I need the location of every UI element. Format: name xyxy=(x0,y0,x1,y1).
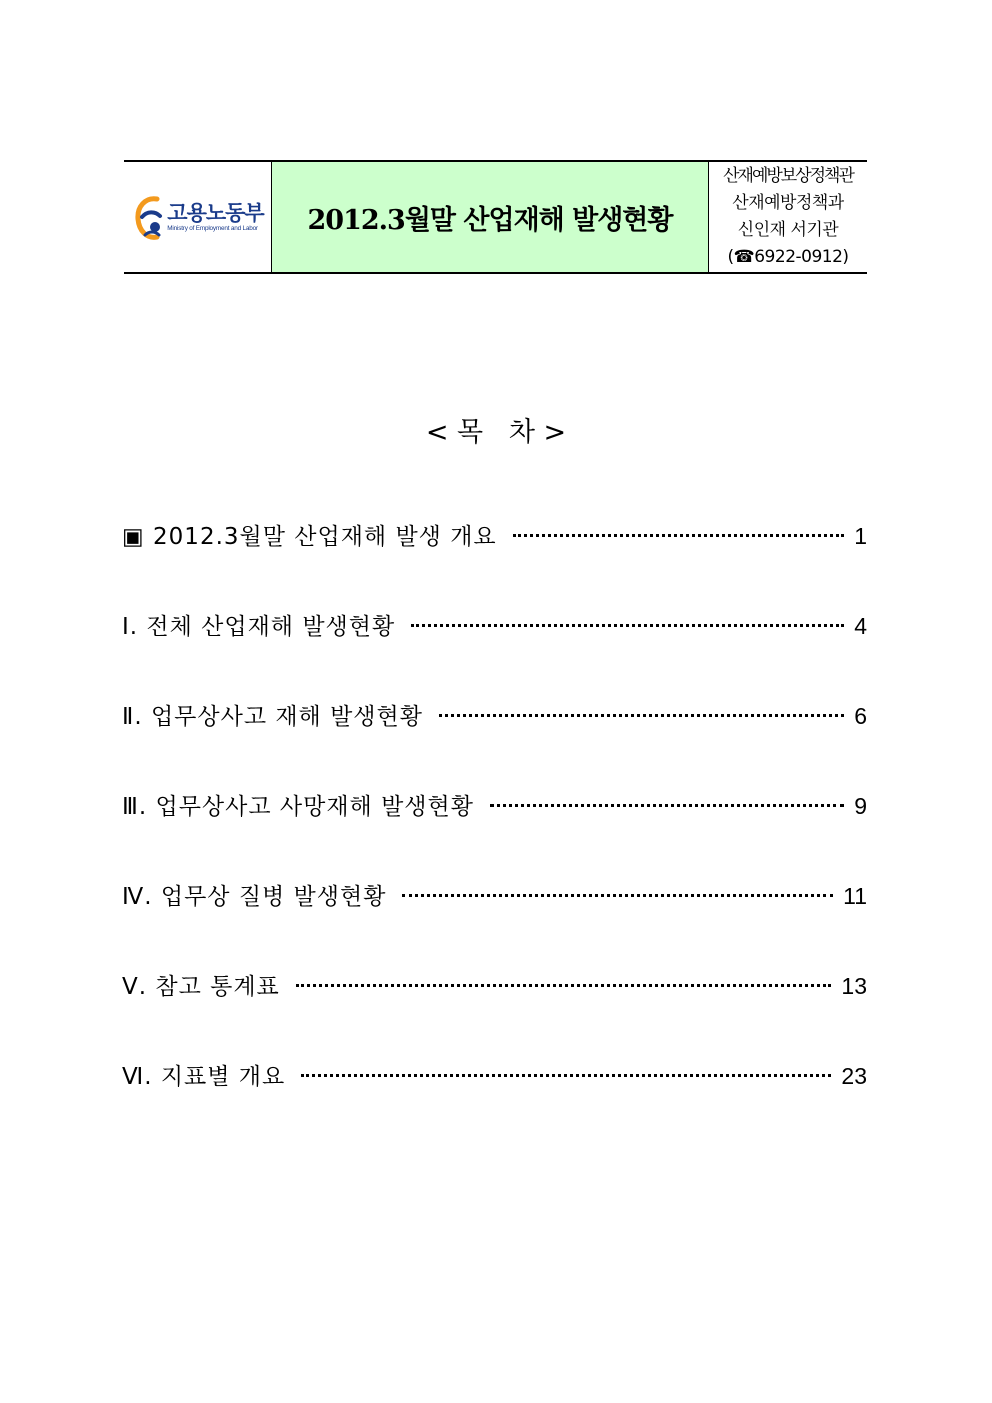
toc-leader-dots xyxy=(439,714,844,717)
toc-leader-dots xyxy=(490,804,844,807)
toc-page-number: 13 xyxy=(841,973,867,999)
toc-page-number: 23 xyxy=(841,1063,867,1089)
table-of-contents xyxy=(122,518,867,1148)
report-header xyxy=(124,160,867,274)
contact-division: 산재예방정책과 xyxy=(732,193,844,213)
toc-item-label: Ⅲ. 업무상사고 사망재해 발생현황 xyxy=(122,794,474,820)
toc-leader-dots xyxy=(411,624,844,627)
toc-leader-dots xyxy=(301,1074,831,1077)
toc-item-overview[interactable] xyxy=(122,518,867,608)
toc-item-label: Ⅰ. 전체 산업재해 발생현황 xyxy=(122,614,396,640)
logo-cell xyxy=(124,162,272,272)
contact-person: 신인재 서기관 xyxy=(737,220,839,240)
toc-item-label: Ⅱ. 업무상사고 재해 발생현황 xyxy=(122,704,423,730)
toc-leader-dots xyxy=(513,534,845,537)
ministry-english-name: Ministry of Employment and Labor xyxy=(167,225,258,232)
toc-leader-dots xyxy=(402,894,833,897)
toc-item-section-3[interactable] xyxy=(122,788,867,878)
toc-item-section-6[interactable] xyxy=(122,1058,867,1148)
toc-leader-dots xyxy=(296,984,832,987)
contact-cell xyxy=(709,162,867,272)
toc-item-section-4[interactable] xyxy=(122,878,867,968)
toc-item-label: ▣ 2012.3월말 산업재해 발생 개요 xyxy=(122,524,497,550)
ministry-logo xyxy=(135,191,263,243)
toc-item-section-1[interactable] xyxy=(122,608,867,698)
toc-page-number: 6 xyxy=(854,703,867,729)
toc-item-label: Ⅴ. 참고 통계표 xyxy=(122,974,280,1000)
toc-page-number: 4 xyxy=(854,613,867,639)
contact-bureau: 산재예방보상정책관 xyxy=(723,166,853,186)
toc-item-label: Ⅵ. 지표별 개요 xyxy=(122,1064,286,1090)
title-cell xyxy=(272,162,709,272)
toc-item-label: Ⅳ. 업무상 질병 발생현황 xyxy=(122,884,387,910)
contact-phone: (☎6922-0912) xyxy=(727,247,849,267)
toc-page-number: 9 xyxy=(854,793,867,819)
ministry-name: 고용노동부 xyxy=(167,201,264,225)
toc-page-number: 11 xyxy=(843,883,867,909)
toc-item-section-5[interactable] xyxy=(122,968,867,1058)
ministry-emblem-icon xyxy=(135,191,165,243)
report-title: 2012.3월말 산업재해 발생현황 xyxy=(307,204,673,236)
toc-page-number: 1 xyxy=(854,523,867,549)
toc-item-section-2[interactable] xyxy=(122,698,867,788)
toc-heading: < 목 차 > xyxy=(425,417,567,448)
